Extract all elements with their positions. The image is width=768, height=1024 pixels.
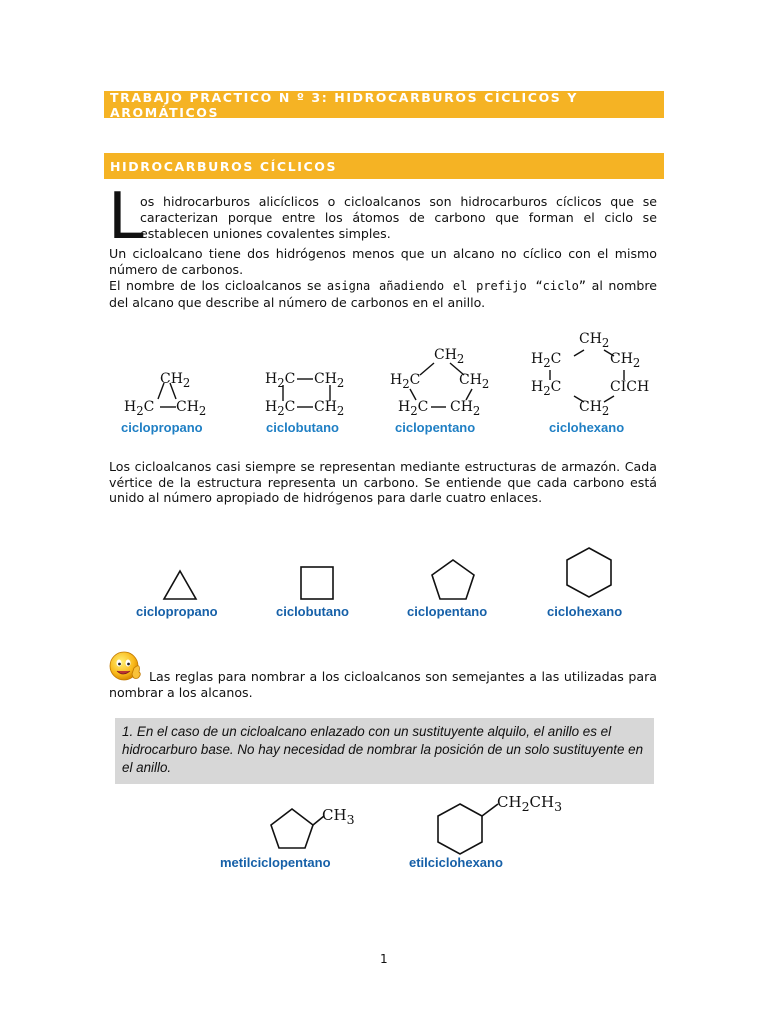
cyclobutane-h2c-bottom: $H_2C$ — [265, 399, 296, 418]
cyclohexane-ch2-top: $CH_2$ — [579, 331, 610, 350]
triangle-icon — [160, 568, 200, 602]
document-title-banner — [104, 91, 664, 118]
pentagon-icon — [428, 557, 478, 603]
intro-paragraph-2: Un cicloalcano tiene dos hidrógenos menos que un alcano no cíclico con el mismo número de carbonos. — [109, 246, 657, 277]
ethyl-group-label: $CH_2CH_3$ — [497, 793, 563, 814]
cyclopentane-ch2-top: $CH_2$ — [434, 347, 465, 366]
cyclohexane-ch2-bottom: $CH_2$ — [579, 399, 610, 418]
intro-paragraph-3 — [109, 278, 657, 310]
cyclohexane-h2c-lower: $H_2C$ — [531, 379, 562, 398]
drop-cap: L — [108, 180, 144, 254]
section-title-banner — [104, 153, 664, 179]
cyclobutane-ch2-bottom: $CH_2$ — [314, 399, 345, 418]
cyclopentane-name: ciclopentano — [395, 420, 476, 435]
section-title: HIDROCARBUROS CÍCLICOS — [110, 158, 338, 174]
skeletal-explanation-paragraph: Los cicloalcanos casi siempre se representan mediante estructuras de armazón. Cada vértice de la estructura representa un carbono. Se entiende que cada carbono está unido al número apropiado de hidrógenos para darle cuatro enlaces. — [109, 459, 657, 505]
skeletal-cyclohexane-name: ciclohexano — [547, 604, 623, 619]
cyclopropane-ch2-top: $CH_2$ — [160, 371, 191, 390]
hexagon-icon — [563, 545, 615, 601]
cyclobutane-h2c-top: $H_2C$ — [265, 371, 296, 390]
methylcyclopentane-name: metilciclopentano — [220, 855, 331, 870]
cyclopentane-ch2-bottom: $CH_2$ — [450, 399, 481, 418]
intro-p3-prefix: asigna añadiendo el prefijo “ciclo” — [326, 279, 587, 293]
cyclohexane-ch2-lower: CICH — [610, 379, 650, 395]
cyclopropane-name: ciclopropano — [121, 420, 203, 435]
ethylcyclohexane-name: etilciclohexano — [409, 855, 503, 870]
cyclobutane-name: ciclobutano — [266, 420, 339, 435]
cyclohexane-ch2-upper: $CH_2$ — [610, 351, 641, 370]
cyclopropane-h2c: $H_2C$ — [124, 399, 155, 418]
cyclopentane-h2c-bottom: $H_2C$ — [398, 399, 429, 418]
skeletal-cyclopropane-name: ciclopropano — [136, 604, 218, 619]
skeletal-cyclobutane-name: ciclobutano — [276, 604, 349, 619]
cyclohexane-name: ciclohexano — [549, 420, 625, 435]
skeletal-cyclopentane-name: ciclopentano — [407, 604, 488, 619]
intro-p3-end: al nombre del alcano que describe al número de carbonos en el anillo. — [109, 278, 657, 310]
cyclopentane-h2c-left: $H_2C$ — [390, 372, 421, 391]
rules-intro-paragraph: Las reglas para nombrar a los cicloalcanos son semejantes a las utilizadas para nombrar a los alcanos. — [109, 669, 657, 700]
cyclohexane-h2c-upper: $H_2C$ — [531, 351, 562, 370]
cyclopentane-ch2-right: $CH_2$ — [459, 372, 490, 391]
rule-1-box: 1. En el caso de un cicloalcano enlazado con un sustituyente alquilo, el anillo es el hidrocarburo base. No hay necesidad de nombrar la posición de un solo sustituyente en el anillo. — [115, 718, 654, 784]
methyl-group-label: $CH_3$ — [322, 806, 355, 827]
intro-p3-start: El nombre de los cicloalcanos se — [109, 278, 322, 293]
cyclobutane-ch2-top: $CH_2$ — [314, 371, 345, 390]
intro-lead-paragraph: os hidrocarburos alicíclicos o cicloalcanos son hidrocarburos cíclicos que se caracterizan porque entre los átomos de carbono que forman el ciclo se establecen uniones covalentes simples. — [140, 194, 657, 241]
square-icon — [298, 564, 338, 602]
document-title: TRABAJO PRACTICO N º 3: HIDROCARBUROS CÍCLICOS Y AROMÁTICOS — [110, 89, 578, 120]
page-number: 1 — [380, 952, 388, 966]
cyclopropane-ch2-right: $CH_2$ — [176, 399, 207, 418]
